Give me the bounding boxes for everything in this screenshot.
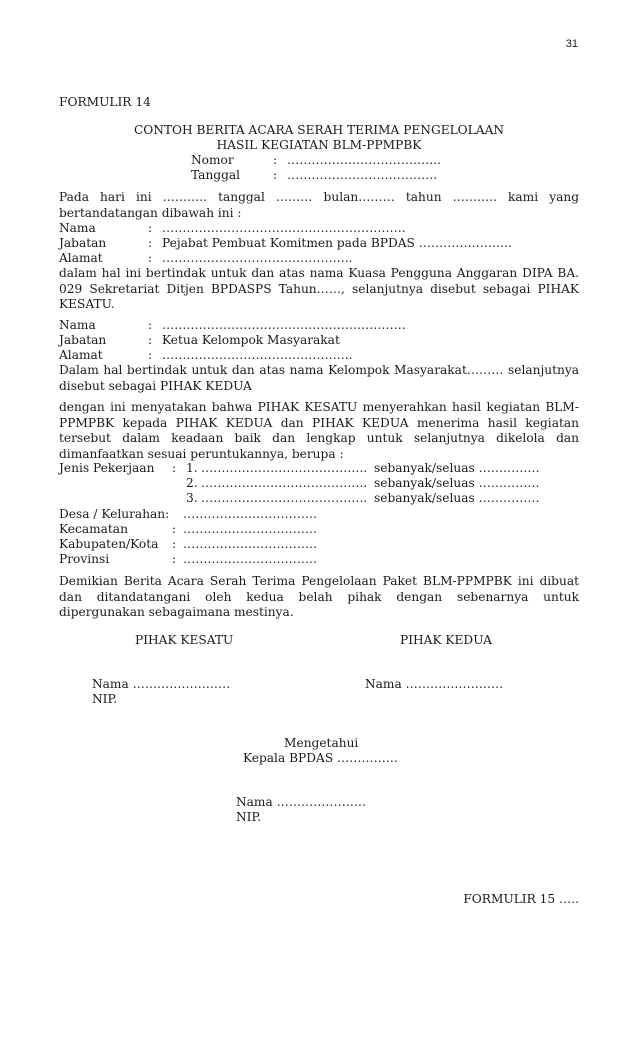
page-number: 31 [565, 38, 578, 50]
item-quantity: sebanyak/seluas …………… [374, 476, 540, 490]
title-line-2: HASIL KEGIATAN BLM-PPMPBK [216, 138, 422, 152]
pihak-kesatu-nama: Nama …………………… [92, 677, 231, 691]
party1-alamat-row [59, 251, 599, 267]
provinsi-label: Provinsi [59, 552, 110, 566]
mengetahui-label: Mengetahui [284, 736, 359, 750]
party2-alamat-row [59, 348, 599, 364]
desa-label: Desa / Kelurahan: [59, 507, 170, 521]
intro-paragraph: Pada hari ini ……….. tanggal ……… bulan……… tahun ……….. kami yang bertandatangan dibawah ini : [59, 190, 579, 220]
nomor-row [59, 153, 599, 169]
title-line-1: CONTOH BERITA ACARA SERAH TERIMA PENGELOLAAN [133, 123, 505, 137]
party2-statement: Dalam hal bertindak untuk dan atas nama Kelompok Masyarakat……… selanjutnya disebut sebagai PIHAK KEDUA [59, 363, 579, 393]
party2-jabatan-row [59, 333, 599, 349]
kabupaten-label: Kabupaten/Kota [59, 537, 159, 551]
kabupaten-value: …………………………… [183, 537, 318, 551]
party1-jabatan-value: Pejabat Pembuat Komitmen pada BPDAS ………………….. [162, 236, 512, 250]
party1-nama-label: Nama [59, 221, 96, 235]
desa-value: …………………………… [183, 507, 318, 521]
tanggal-row [59, 168, 599, 184]
provinsi-value: …………………………… [183, 552, 318, 566]
tanggal-sep: : [273, 168, 278, 182]
jenis-pekerjaan-label: Jenis Pekerjaan [59, 461, 155, 475]
kecamatan-sep: : [172, 522, 177, 536]
party2-nama-row [59, 318, 599, 334]
party1-jabatan-sep: : [148, 236, 153, 250]
pihak-kesatu-title: PIHAK KESATU [135, 633, 234, 647]
kepala-nama: Nama …………………. [236, 795, 366, 809]
party2-jabatan-sep: : [148, 333, 153, 347]
nomor-label: Nomor [191, 153, 234, 167]
provinsi-sep: : [172, 552, 177, 566]
item-number: 1. [186, 461, 198, 475]
form-label: FORMULIR 14 [59, 95, 151, 109]
work-item-row [59, 476, 599, 492]
party2-nama-label: Nama [59, 318, 96, 332]
kecamatan-label: Kecamatan [59, 522, 128, 536]
item-dots: ………………………………….. [201, 491, 368, 505]
work-item-row [59, 491, 599, 507]
item-number: 2. [186, 476, 198, 490]
handover-paragraph: dengan ini menyatakan bahwa PIHAK KESATU menyerahkan hasil kegiatan BLM-PPMPBK kepada PIHAK KEDUA dan PIHAK KEDUA menerima hasil kegiatan tersebut dalam keadaan baik dan lengkap untuk selanjutnya dikelola dan dimanfaatkan sesuai peruntukannya, berupa : [59, 400, 579, 461]
item-dots: ………………………………….. [201, 476, 368, 490]
nomor-value: ……………………………….. [287, 153, 441, 167]
provinsi-row [59, 552, 599, 568]
party2-jabatan-label: Jabatan [59, 333, 107, 347]
kepala-nip: NIP. [236, 810, 262, 824]
work-item-row [59, 461, 599, 477]
party1-jabatan-label: Jabatan [59, 236, 107, 250]
item-quantity: sebanyak/seluas …………… [374, 461, 540, 475]
kecamatan-value: …………………………… [183, 522, 318, 536]
pihak-kedua-title: PIHAK KEDUA [400, 633, 492, 647]
tanggal-value: ………………………………. [287, 168, 438, 182]
party2-alamat-value: ……………………………………….. [162, 348, 353, 362]
nomor-sep: : [273, 153, 278, 167]
pihak-kedua-nama: Nama …………………… [365, 677, 504, 691]
party2-jabatan-value: Ketua Kelompok Masyarakat [162, 333, 340, 347]
closing-paragraph: Demikian Berita Acara Serah Terima Pengelolaan Paket BLM-PPMPBK ini dibuat dan ditandatangani oleh kedua belah pihak dengan sebenarnya untuk dipergunakan sebagaimana mestinya. [59, 574, 579, 619]
party2-alamat-label: Alamat [59, 348, 103, 362]
kabupaten-sep: : [172, 537, 177, 551]
kabupaten-row [59, 537, 599, 553]
party1-jabatan-row [59, 236, 599, 252]
item-number: 3. [186, 491, 198, 505]
kecamatan-row [59, 522, 599, 538]
party1-statement: dalam hal ini bertindak untuk dan atas nama Kuasa Pengguna Anggaran DIPA BA. 029 Sekretariat Ditjen BPDASPS Tahun……, selanjutnya disebut sebagai PIHAK KESATU. [59, 266, 579, 311]
party1-alamat-sep: : [148, 251, 153, 265]
pihak-kesatu-nip: NIP. [92, 692, 118, 706]
party1-alamat-label: Alamat [59, 251, 103, 265]
tanggal-label: Tanggal [191, 168, 241, 182]
item-quantity: sebanyak/seluas …………… [374, 491, 540, 505]
party1-nama-sep: : [148, 221, 153, 235]
kepala-bpdas-label: Kepala BPDAS …………… [243, 751, 398, 765]
party2-alamat-sep: : [148, 348, 153, 362]
party2-nama-sep: : [148, 318, 153, 332]
party2-nama-value: …………………………………………………… [162, 318, 406, 332]
footer-next-form: FORMULIR 15 ….. [463, 892, 579, 906]
jenis-pekerjaan-sep: : [172, 461, 177, 475]
party1-alamat-value: ……………………………………….. [162, 251, 353, 265]
party1-nama-row [59, 221, 599, 237]
item-dots: ………………………………….. [201, 461, 368, 475]
desa-row [59, 507, 599, 523]
party1-nama-value: …………………………………………………… [162, 221, 406, 235]
